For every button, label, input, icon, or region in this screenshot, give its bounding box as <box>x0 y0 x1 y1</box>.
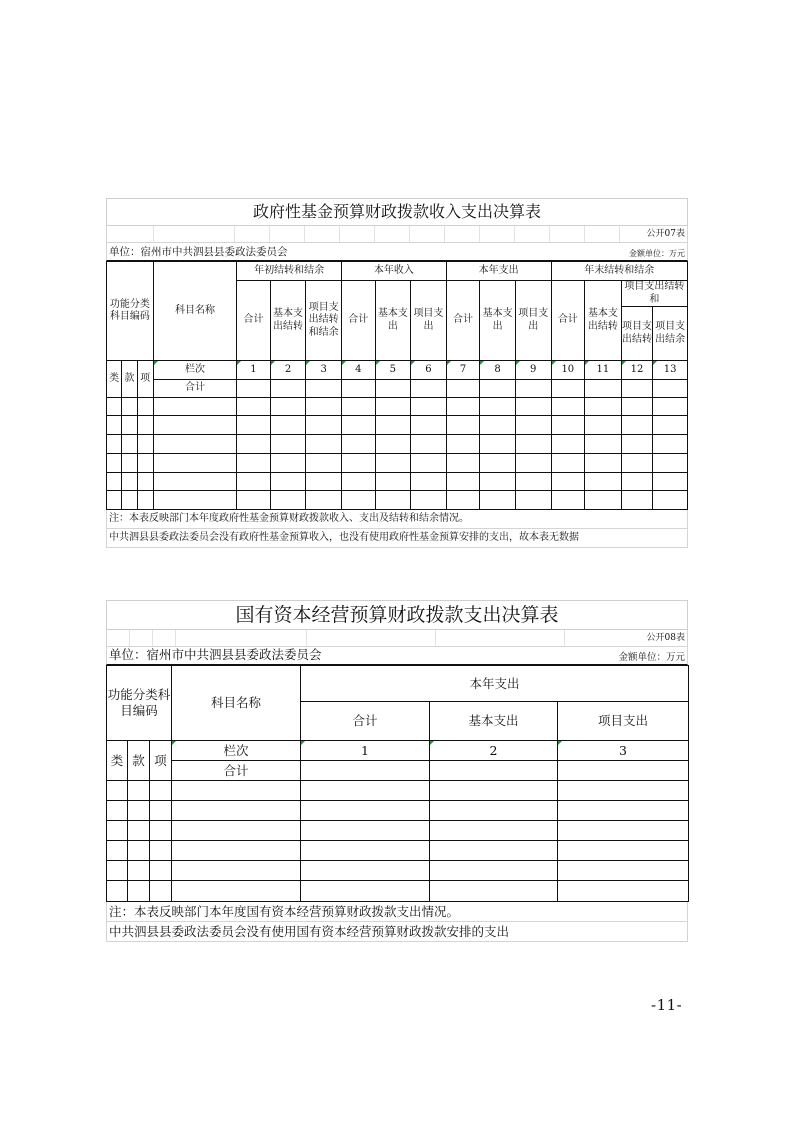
table1-remark: 中共泗县县委政法委员会没有政府性基金预算收入，也没有使用政府性基金预算安排的支出，故本表无数据 <box>106 529 688 548</box>
table-row <box>107 454 688 473</box>
table2-remark: 中共泗县县委政法委员会没有使用国有资本经营预算财政拨款安排的支出 <box>106 922 688 942</box>
table1-col-basic: 基本支出 <box>375 281 411 361</box>
table1-col-total: 合计 <box>446 281 480 361</box>
table1-unit-label: 单位：宿州市中共泗县县委政法委员会 <box>109 246 288 258</box>
table2-subject-name-header: 科目名称 <box>172 666 301 741</box>
table1-col-basic-carry: 基本支出结转 <box>270 281 306 361</box>
table2-lanci-label: 栏次 <box>172 741 301 761</box>
table2-col-number: 2 <box>430 741 558 761</box>
table1-col-project: 项目支出 <box>515 281 551 361</box>
table1-col-number: 11 <box>585 361 622 380</box>
table-row <box>107 781 689 801</box>
table1-code-row <box>106 226 688 243</box>
table1-col-number: 1 <box>237 361 271 380</box>
table1-col-project-balance: 项目支出结余 <box>653 307 688 361</box>
table2-heji-label: 合计 <box>172 761 301 781</box>
table-row <box>107 398 688 416</box>
table1-col-number: 6 <box>411 361 447 380</box>
table1-end-balance-header: 年末结转和结余 <box>551 262 687 281</box>
table1-income-header: 本年收入 <box>341 262 446 281</box>
table2-note: 注：本表反映部门本年度国有资本经营预算财政拨款支出情况。 <box>106 902 688 922</box>
table-row <box>107 861 689 881</box>
table1-col-number: 3 <box>306 361 342 380</box>
table2-unit-label: 单位：宿州市中共泗县县委政法委员会 <box>109 647 322 662</box>
table1-col-total: 合计 <box>237 281 271 361</box>
table-row <box>107 881 689 902</box>
page-number: -11- <box>651 996 683 1014</box>
table2-title: 国有资本经营预算财政拨款支出决算表 <box>106 600 688 630</box>
table1-col-project-carry: 项目支出结转 <box>621 307 653 361</box>
table1-col-number: 7 <box>446 361 480 380</box>
table1-col-number: 13 <box>653 361 688 380</box>
table1-col-number: 12 <box>621 361 653 380</box>
table1-code: 公开07表 <box>646 229 685 239</box>
table2-grid <box>106 665 689 902</box>
table-row <box>107 491 688 510</box>
table1-col-number: 5 <box>375 361 411 380</box>
table1-func-code-header: 功能分类科目编码 <box>107 262 154 361</box>
table1-col-total: 合计 <box>341 281 375 361</box>
table1-expense-header: 本年支出 <box>446 262 551 281</box>
table1-end-project-group: 项目支出结转和 <box>621 281 687 307</box>
table2-lei-header: 类 <box>107 741 128 781</box>
table1-lei-header: 类 <box>107 361 122 398</box>
table1-col-number: 4 <box>341 361 375 380</box>
table1-col-basic: 基本支出 <box>480 281 516 361</box>
table1-col-number: 10 <box>551 361 585 380</box>
table-row <box>107 416 688 435</box>
table1-xiang-header: 项 <box>137 361 153 398</box>
table-row <box>107 821 689 841</box>
table1-col-number: 8 <box>480 361 516 380</box>
table2-col-basic: 基本支出 <box>430 702 558 741</box>
table2-col-total: 合计 <box>301 702 430 741</box>
table2-code: 公开08表 <box>646 633 685 643</box>
state-capital-table-sheet <box>106 600 688 942</box>
table1-heji-label: 合计 <box>153 380 236 398</box>
table1-col-basic-carry: 基本支出结转 <box>585 281 622 361</box>
table-row <box>107 801 689 821</box>
table2-unit-row <box>106 647 688 665</box>
table1-amount-unit: 金额单位：万元 <box>629 249 685 258</box>
table1-col-total: 合计 <box>551 281 585 361</box>
table2-amount-unit: 金额单位：万元 <box>618 652 685 663</box>
government-fund-table-sheet <box>106 198 688 548</box>
table2-kuan-header: 款 <box>128 741 150 781</box>
table2-col-number: 1 <box>301 741 430 761</box>
table1-subject-name-header: 科目名称 <box>153 262 236 361</box>
table2-col-number: 3 <box>558 741 689 761</box>
table1-col-project-carry-balance: 项目支出结转和结余 <box>306 281 342 361</box>
table2-col-project: 项目支出 <box>558 702 689 741</box>
table1-note: 注：本表反映部门本年度政府性基金预算财政拨款收入、支出及结转和结余情况。 <box>106 510 688 529</box>
table-row <box>107 841 689 861</box>
table1-col-number: 2 <box>270 361 306 380</box>
table2-xiang-header: 项 <box>150 741 172 781</box>
table1-col-number: 9 <box>515 361 551 380</box>
table1-grid <box>106 261 688 510</box>
table-row <box>107 473 688 491</box>
table-row <box>107 435 688 454</box>
table1-col-project: 项目支出 <box>411 281 447 361</box>
table2-func-code-header: 功能分类科目编码 <box>107 666 172 741</box>
table1-unit-row <box>106 243 688 261</box>
table1-begin-balance-header: 年初结转和结余 <box>237 262 342 281</box>
table2-expense-header: 本年支出 <box>301 666 689 702</box>
table1-title: 政府性基金预算财政拨款收入支出决算表 <box>106 198 688 226</box>
table1-kuan-header: 款 <box>122 361 137 398</box>
table1-lanci-label: 栏次 <box>153 361 236 380</box>
